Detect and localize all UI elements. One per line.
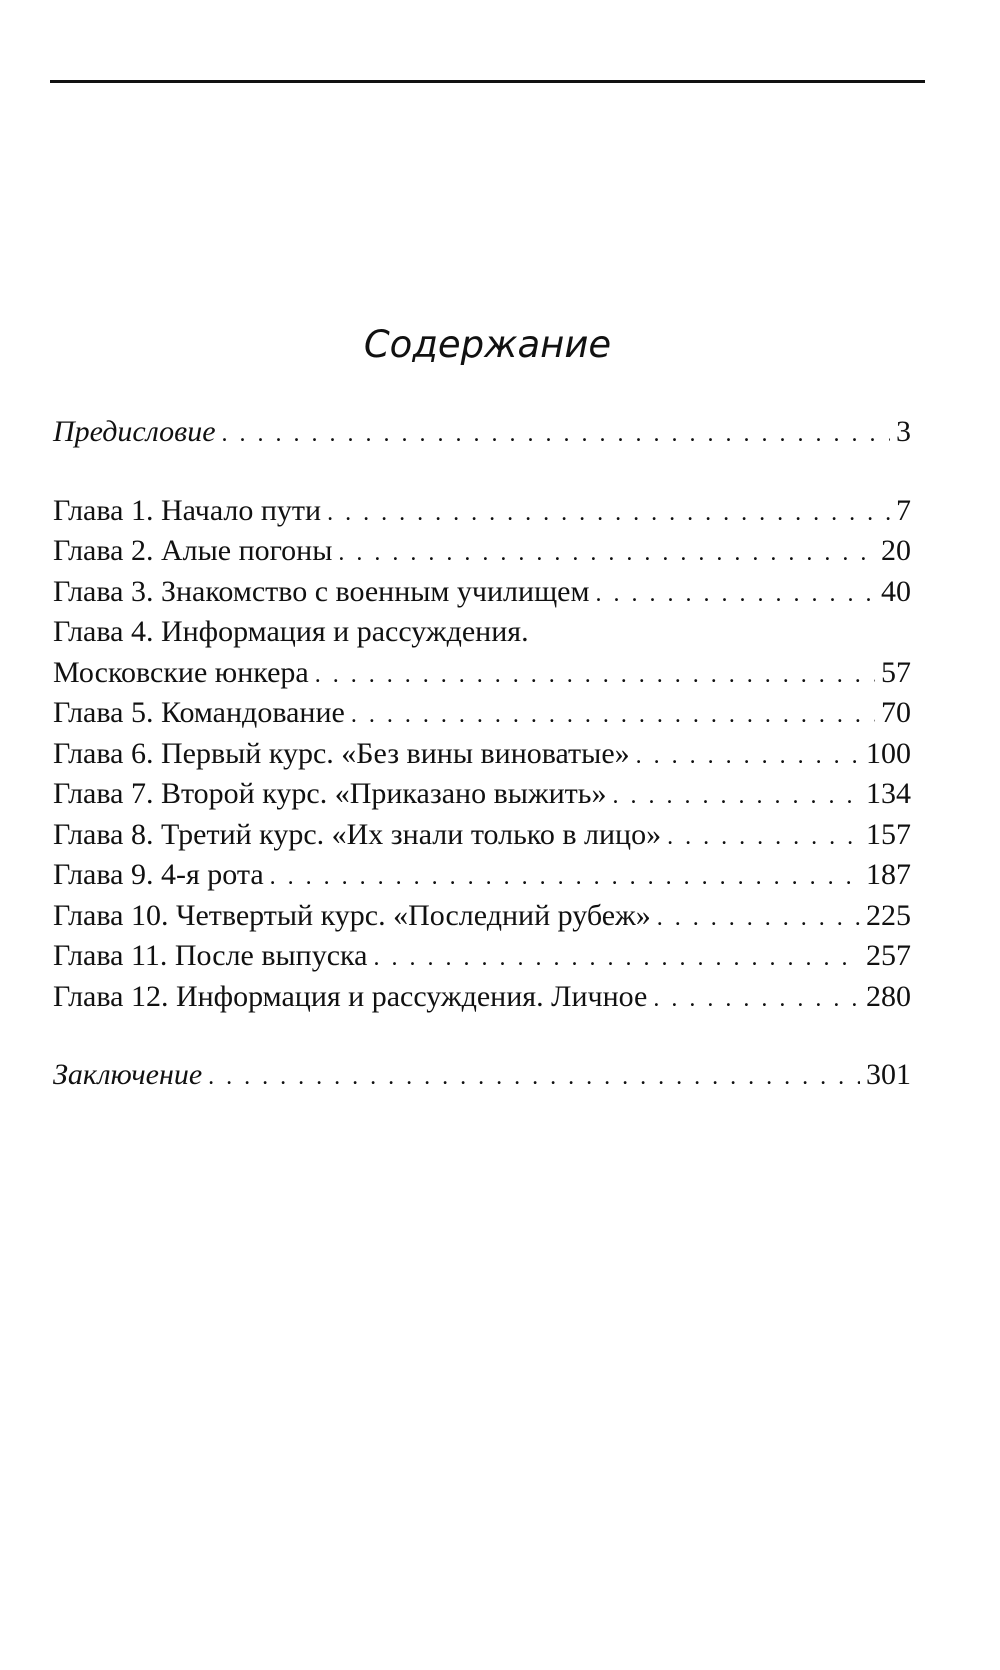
toc-entry-label: Заключение	[53, 1058, 203, 1091]
toc-entry-conclusion	[53, 1055, 911, 1096]
toc-entry-chapter-2	[53, 531, 911, 572]
toc-entry-page: 225	[866, 898, 911, 932]
toc-entry-page: 100	[866, 736, 911, 770]
toc-entry-chapter-4-line-2	[53, 653, 911, 694]
dot-leader	[667, 817, 860, 858]
toc-entry-label: Глава 10. Четвертый курс. «Последний рубеж»	[53, 898, 651, 932]
dot-leader	[351, 695, 875, 736]
dot-leader	[222, 414, 890, 455]
toc-entry-page: 301	[866, 1058, 911, 1091]
toc-entry-page: 40	[881, 574, 911, 608]
toc-entry-page: 280	[866, 979, 911, 1013]
header-rule	[50, 80, 925, 83]
dot-leader	[315, 655, 875, 696]
toc-entry-chapter-8	[53, 815, 911, 856]
toc-entry-label: Глава 5. Командование	[53, 696, 345, 729]
dot-leader	[657, 898, 860, 939]
dot-leader	[595, 574, 875, 615]
toc-entry-page: 70	[881, 696, 911, 729]
toc-entry-label: Глава 11. После выпуска	[53, 939, 368, 972]
dot-leader	[327, 493, 890, 534]
toc-entry-page: 20	[881, 534, 911, 567]
dot-leader	[612, 776, 860, 817]
section-gap	[53, 1017, 911, 1055]
toc-entry-chapter-9	[53, 855, 911, 896]
toc-title: Содержание	[363, 323, 612, 366]
toc-entry-page: 187	[866, 858, 911, 891]
toc-entry-chapter-1	[53, 491, 911, 532]
toc-entry-label: Глава 12. Информация и рассуждения. Личное	[53, 979, 648, 1013]
toc-entry-label: Московские юнкера	[53, 655, 309, 689]
toc-entry-chapter-7	[53, 774, 911, 815]
dot-leader	[636, 736, 860, 777]
toc-entry-page: 3	[896, 415, 911, 448]
toc-entry-page: 257	[866, 939, 911, 972]
toc-entry-label: Глава 3. Знакомство с военным училищем	[53, 574, 590, 608]
dot-leader	[270, 857, 860, 898]
toc-entry-preface	[53, 412, 911, 453]
toc-entry-label: Глава 4. Информация и рассуждения.	[53, 615, 529, 648]
toc-entry-page: 57	[881, 655, 911, 689]
toc-entry-page: 7	[896, 493, 911, 527]
toc-entry-label: Глава 8. Третий курс. «Их знали только в лицо»	[53, 817, 662, 851]
section-gap	[53, 453, 911, 491]
toc-entry-chapter-11	[53, 936, 911, 977]
toc-entry-label: Глава 7. Второй курс. «Приказано выжить»	[53, 777, 607, 810]
dot-leader	[338, 533, 875, 574]
toc-entry-chapter-10	[53, 896, 911, 937]
dot-leader	[208, 1057, 860, 1098]
toc-entry-label: Глава 1. Начало пути	[53, 493, 322, 527]
dot-leader	[374, 938, 861, 979]
toc-entry-chapter-5	[53, 693, 911, 734]
table-of-contents	[53, 412, 911, 1096]
toc-entry-label: Глава 2. Алые погоны	[53, 534, 333, 567]
toc-entry-chapter-6	[53, 734, 911, 775]
toc-entry-page: 157	[866, 817, 911, 851]
dot-leader	[653, 979, 860, 1020]
toc-entry-label: Предисловие	[53, 415, 216, 448]
toc-entry-chapter-3	[53, 572, 911, 613]
toc-entry-page: 134	[866, 777, 911, 810]
toc-entry-label: Глава 6. Первый курс. «Без вины виноватые»	[53, 736, 630, 770]
toc-entry-chapter-12	[53, 977, 911, 1018]
toc-entry-label: Глава 9. 4-я рота	[53, 858, 264, 891]
toc-entry-chapter-4-line-1	[53, 612, 911, 653]
